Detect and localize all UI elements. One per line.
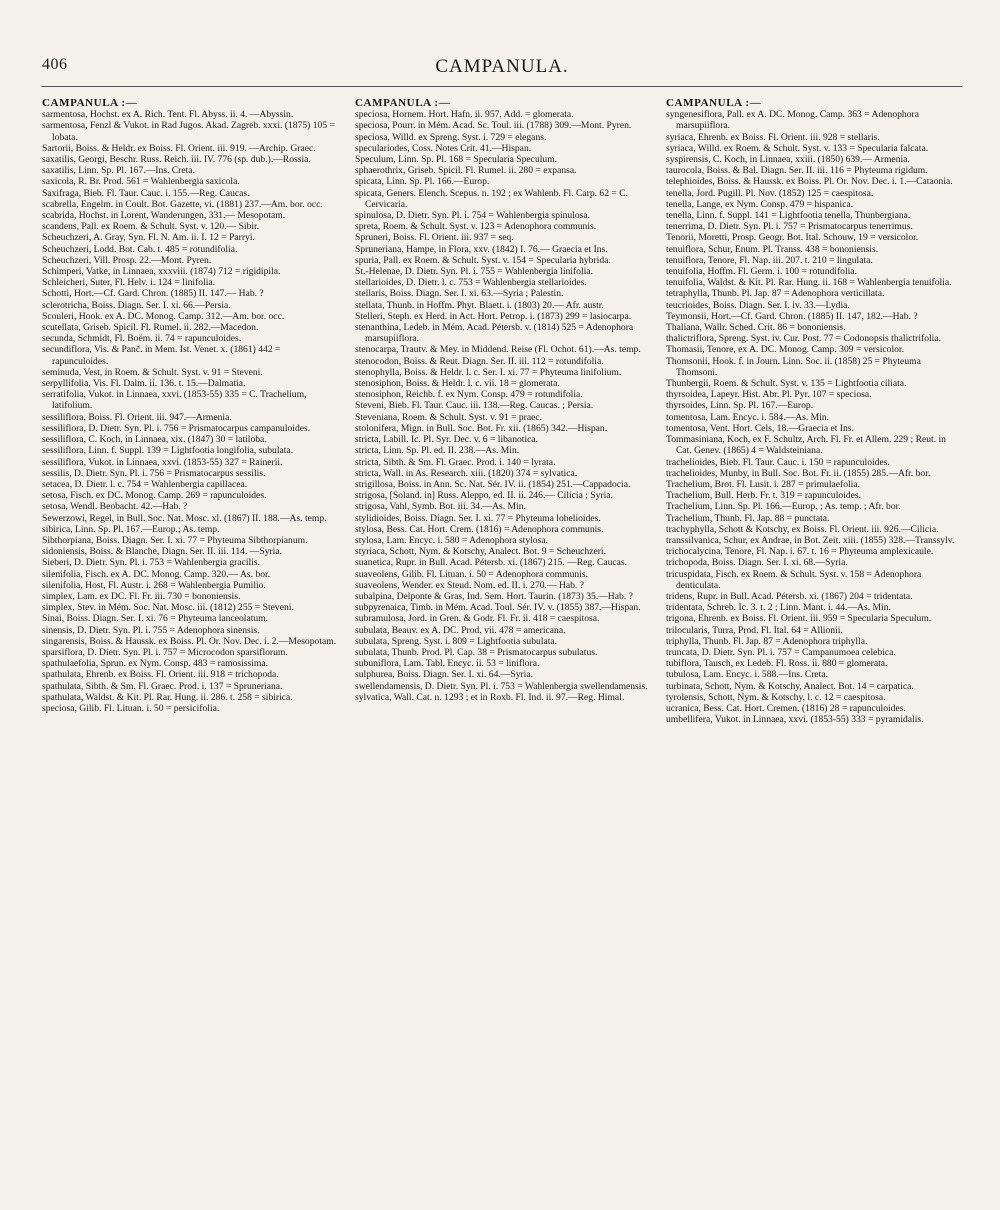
index-entry: sparsiflora, D. Dietr. Syn. Pl. i. 757 = Microcodon sparsiflorum. — [42, 646, 288, 658]
index-entry: Thomasii, Tenore, ex A. DC. Monog. Camp. 309 = versicolor. — [666, 344, 904, 356]
index-entry: sylvatica, Wall. Cat. n. 1293 ; et in Roxb. Fl. Ind. ii. 97.—Reg. Himal. — [355, 691, 625, 703]
index-entry: sibirica, Linn. Sp. Pl. 167.—Europ.; As. temp. — [42, 523, 220, 535]
index-entry: trigona, Ehrenb. ex Boiss. Fl. Orient. iii. 959 = Specularia Speculum. — [666, 613, 932, 625]
index-entry: serpyllifolia, Vis. Fl. Dalm. ii. 136. t. 15.—Dalmatia. — [42, 378, 246, 390]
index-entry: taurocola, Boiss. & Bal. Diagn. Ser. II. iii. 116 = Phyteuma rigidum. — [666, 165, 928, 177]
index-entry: stricta, Wall. in As. Research. xiii. (1820) 374 = sylvatica. — [355, 467, 578, 479]
index-entry: trichocalycina, Tenore, Fl. Nap. i. 67. t. 16 = Phyteuma amplexicaule. — [666, 546, 934, 558]
index-entry: Sibthorpiana, Boiss. Diagn. Ser. I. xi. 77 = Phyteuma Sibthorpianum. — [42, 534, 308, 546]
index-entry: speciosa, Pourr. in Mém. Acad. Sc. Toul. iii. (1788) 309.—Mont. Pyren. — [355, 120, 632, 132]
index-entry: stenocarpa, Trautv. & Mey. in Middend. Reise (Fl. Ochot. 61).—As. temp. — [355, 344, 641, 356]
index-entry: Schimperi, Vatke, in Linnaea, xxxviii. (1874) 712 = rigidipila. — [42, 266, 281, 278]
index-entry: tridentata, Schreb. Ic. 3. t. 2 ; Linn. Mant. i. 44.—As. Min. — [666, 602, 891, 614]
column-heading: CAMPANULA :— — [355, 97, 451, 109]
index-entry: trichopoda, Boiss. Diagn. Ser. I. xi. 68.—Syria. — [666, 557, 848, 569]
index-entry: simplex, Lam. ex DC. Fl. Fr. iii. 730 = bononiensis. — [42, 590, 241, 602]
index-entry: Spruneriana, Hampe, in Flora, xxv. (1842) I. 76.— Graecia et Ins. — [355, 243, 608, 255]
index-entry: Trachelium, Bull. Herb. Fr. t. 319 = rapunculoides. — [666, 490, 862, 502]
index-entry: Trachelium, Linn. Sp. Pl. 166.—Europ. ; As. temp. ; Afr. bor. — [666, 501, 901, 513]
index-entry: secunda, Schmidt, Fl. Boëm. ii. 74 = rapunculoides. — [42, 333, 242, 345]
index-entry: scandens, Pall. ex Roem. & Schult. Syst. v. 120.— Sibir. — [42, 221, 260, 233]
index-entry: Sieberi, D. Dietr. Syn. Pl. i. 753 = Wahlenbergia gracilis. — [42, 557, 260, 569]
index-entry: truncata, D. Dietr. Syn. Pl. i. 757 = Campanumoea celebica. — [666, 646, 896, 658]
index-entry: trachelioides, Munby, in Bull. Soc. Bot. Fr. ii. (1855) 285.—Afr. bor. — [666, 467, 931, 479]
index-entry: tenerrima, D. Dietr. Syn. Pl. i. 757 = Prismatocarpus tenerrimus. — [666, 221, 913, 233]
index-entry: tubiflora, Tausch, ex Ledeb. Fl. Ross. ii. 880 = glomerata. — [666, 658, 888, 670]
index-entry: subulata, Beauv. ex A. DC. Prod. vii. 478 = americana. — [355, 624, 566, 636]
index-entry: setosa, Fisch. ex DC. Monog. Camp. 269 = rapunculoides. — [42, 490, 267, 502]
index-entry: stylidioides, Boiss. Diagn. Ser. I. xi. 77 = Phyteuma lobelioides. — [355, 512, 601, 524]
index-entry: Schotti, Hort.—Cf. Gard. Chron. (1885) II. 147.— Hab. ? — [42, 288, 264, 300]
index-entry: Steveniana, Roem. & Schult. Syst. v. 91 = praec. — [355, 411, 543, 423]
index-entry: strigillosa, Boiss. in Ann. Sc. Nat. Sér. IV. ii. (1854) 251.—Cappadocia. — [355, 478, 631, 490]
index-entry: sinensis, D. Dietr. Syn. Pl. i. 755 = Adenophora sinensis. — [42, 624, 260, 636]
index-entry: tenella, Jord. Pugill. Pl. Nov. (1852) 125 = caespitosa. — [666, 187, 874, 199]
index-entry: turbinata, Schott, Nym. & Kotschy, Analect. Bot. 14 = carpatica. — [666, 680, 914, 692]
column-heading: CAMPANULA :— — [42, 97, 138, 109]
index-entry: saxicola, R. Br. Prod. 561 = Wahlenbergia saxicola. — [42, 176, 240, 188]
index-entry: secundiflora, Vis. & Panč. in Mem. Ist. Venet. x. (1861) 442 = rapunculoides. — [42, 344, 281, 367]
index-entry: Trachelium, Brot. Fl. Lusit. i. 287 = primulaefolia. — [666, 478, 860, 490]
index-entry: St.-Helenae, D. Dietr. Syn. Pl. i. 755 = Wahlenbergia linifolia. — [355, 266, 593, 278]
index-entry: subalpina, Delponte & Gras, Ind. Sem. Hort. Taurin. (1873) 35.—Hab. ? — [355, 590, 633, 602]
index-entry: Schleicheri, Suter, Fl. Helv. i. 124 = linifolia. — [42, 277, 216, 289]
index-entry: tetraphylla, Thunb. Pl. Jap. 87 = Adenophora verticillata. — [666, 288, 885, 300]
index-entry: trachyphylla, Schott & Kotschy, ex Boiss. Fl. Orient. iii. 926.—Cilicia. — [666, 523, 939, 535]
index-entry: syngenesiflora, Pall. ex A. DC. Monog. Camp. 363 = Adenophora marsupiiflora. — [666, 109, 919, 132]
index-entry: sulphurea, Boiss. Diagn. Ser. I. xi. 64.—Syria. — [355, 669, 534, 681]
index-entry: styriaca, Schott, Nym. & Kotschy, Analect. Bot. 9 = Scheuchzeri. — [355, 546, 606, 558]
index-entry: silenifolia, Fisch. ex A. DC. Monog. Camp. 320.— As. bor. — [42, 568, 271, 580]
index-entry: speciosa, Willd. ex Spreng. Syst. i. 729 = elegans. — [355, 131, 547, 143]
index-entry: stricta, Linn. Sp. Pl. ed. II. 238.—As. Min. — [355, 445, 520, 457]
index-entry: stellarioides, D. Dietr. l. c. 753 = Wahlenbergia stellarioides. — [355, 277, 587, 289]
index-entry: setacea, D. Dietr. l. c. 754 = Wahlenbergia capillacea. — [42, 478, 248, 490]
running-head — [42, 56, 962, 82]
index-entry: Steveni, Bieb. Fl. Taur. Cauc. iii. 138.—Reg. Caucas. ; Persia. — [355, 400, 594, 412]
index-entry: saxatilis, Linn. Sp. Pl. 167.—Ins. Creta. — [42, 165, 195, 177]
index-entry: tenella, Lange, ex Nym. Consp. 479 = hispanica. — [666, 198, 854, 210]
index-entry: strigosa, [Soland. in] Russ. Aleppo, ed. II. ii. 246.— Cilicia ; Syria. — [355, 490, 613, 502]
index-entry: Scheuchzeri, Lodd. Bot. Cab. t. 485 = rotundifolia. — [42, 243, 238, 255]
index-entry: Stelleri, Steph. ex Herd. in Act. Hort. Petrop. i. (1873) 299 = lasiocarpa. — [355, 310, 632, 322]
index-entry: trachelioides, Bieb. Fl. Taur. Cauc. i. 150 = rapunculoides. — [666, 456, 890, 468]
index-entry: trilocularis, Turra, Prod. Fl. Ital. 64 = Allionii. — [666, 624, 843, 636]
index-entry: sarmentosa, Fenzl & Vukot. in Rad Jugos. Akad. Zagreb. xxxi. (1875) 105 = lobata. — [42, 120, 335, 143]
page-title: CAMPANULA. — [435, 56, 569, 77]
index-entry: sidoniensis, Boiss. & Blanche, Diagn. Ser. II. iii. 114. —Syria. — [42, 546, 283, 558]
index-entry: tridens, Rupr. in Bull. Acad. Pétersb. xi. (1867) 204 = tridentata. — [666, 590, 913, 602]
index-entry: stylosa, Bess. Cat. Hort. Crem. (1816) = Adenophora communis. — [355, 523, 604, 535]
index-entry: tyrolensis, Schott, Nym. & Kotschy, l. c. 12 = caespitosa. — [666, 691, 886, 703]
index-entry: thyrsoidea, Lapeyr. Hist. Abr. Pl. Pyr. 107 = speciosa. — [666, 389, 872, 401]
index-entry: sclerotricha, Boiss. Diagn. Ser. I. xi. 66.—Persia. — [42, 299, 231, 311]
index-entry: subramulosa, Jord. in Gren. & Godr. Fl. Fr. ii. 418 = caespitosa. — [355, 613, 600, 625]
index-entry: spathulata, Waldst. & Kit. Pl. Rar. Hung. ii. 286. t. 258 = sibirica. — [42, 691, 293, 703]
index-entry: simplex, Stev. in Mém. Soc. Nat. Mosc. iii. (1812) 255 = Steveni. — [42, 602, 294, 614]
index-entry: Tenorii, Moretti, Prosp. Geogr. Bot. Ital. Schouw, 19 = versicolor. — [666, 232, 919, 244]
index-entry: sessiliflora, C. Koch, in Linnaea, xix. (1847) 30 = latiloba. — [42, 434, 267, 446]
index-entry: setosa, Wendl. Beobacht. 42.—Hab. ? — [42, 501, 188, 513]
index-entry: Scheuchzeri, A. Gray, Syn. Fl. N. Am. ii. I. 12 = Parryi. — [42, 232, 255, 244]
index-entry: spicata, Geners. Elench. Scepus. n. 192 ; ex Wahlenb. Fl. Carp. 62 = C. Cervicaria. — [355, 187, 629, 210]
index-entry: Sartorii, Boiss. & Heldr. ex Boiss. Fl. Orient. iii. 919. —Archip. Graec. — [42, 142, 316, 154]
index-entry: Thaliana, Wallr. Sched. Crit. 86 = bononiensis. — [666, 322, 846, 334]
index-entry: subuniflora, Lam. Tabl. Encyc. ii. 53 = liniflora. — [355, 658, 540, 670]
index-entry: scabrella, Engelm. in Coult. Bot. Gazette, vi. (1881) 237.—Am. bor. occ. — [42, 198, 323, 210]
index-entry: Thunbergii, Roem. & Schult. Syst. v. 135 = Lightfootia ciliata. — [666, 378, 907, 390]
index-entry: tubulosa, Lam. Encyc. i. 588.—Ins. Creta. — [666, 669, 828, 681]
column-2 — [355, 98, 651, 703]
index-entry: syriaca, Ehrenb. ex Boiss. Fl. Orient. iii. 928 = stellaris. — [666, 131, 880, 143]
index-entry: stricta, Sibth. & Sm. Fl. Graec. Prod. i. 140 = lyrata. — [355, 456, 556, 468]
index-entry: tomentosa, Lam. Encyc. i. 584.—As. Min. — [666, 411, 830, 423]
index-entry: thyrsoides, Linn. Sp. Pl. 167.—Europ. — [666, 400, 814, 412]
index-entry: suaveolens, Wender. ex Steud. Nom. ed. II. i. 270.— Hab. ? — [355, 579, 584, 591]
index-entry: Scheuchzeri, Vill. Prosp. 22.—Mont. Pyren. — [42, 254, 212, 266]
index-entry: stricta, Labill. Ic. Pl. Syr. Dec. v. 6 = libanotica. — [355, 434, 539, 446]
column-heading: CAMPANULA :— — [666, 97, 762, 109]
index-entry: scabrida, Hochst. in Lorent, Wanderungen, 331.— Mesopotam. — [42, 210, 286, 222]
index-entry: stenanthina, Ledeb. in Mém. Acad. Pétersb. v. (1814) 525 = Adenophora marsupiiflora. — [355, 322, 634, 345]
index-entry: stenocodon, Boiss. & Reut. Diagn. Ser. II. iii. 112 = rotundifolia. — [355, 355, 604, 367]
index-entry: Tommasiniana, Koch, ex F. Schultz, Arch. Fl. Fr. et Allem. 229 ; Reut. in Cat. Genev. (1865) 4 = Waldsteiniana. — [666, 434, 946, 457]
index-entry: singarensis, Boiss. & Haussk. ex Boiss. Pl. Or. Nov. Dec. i. 2.—Mesopotam. — [42, 635, 337, 647]
index-entry: umbellifera, Vukot. in Linnaea, xxvi. (1853-55) 333 = pyramidalis. — [666, 714, 924, 726]
index-entry: tomentosa, Vent. Hort. Cels, 18.—Graecia et Ins. — [666, 422, 854, 434]
index-entry: Teymonsii, Hort.—Cf. Gard. Chron. (1885) II. 147, 182.—Hab. ? — [666, 310, 918, 322]
index-entry: telephioides, Boiss. & Haussk. ex Boiss. Pl. Or. Nov. Dec. i. 1.—Cataonia. — [666, 176, 953, 188]
index-entry: tricuspidata, Fisch. ex Roem. & Schult. Syst. v. 158 = Adenophora denticulata. — [666, 568, 922, 591]
index-entry: spathulaefolia, Sprun. ex Nym. Consp. 483 = ramosissima. — [42, 658, 269, 670]
index-entry: Trachelium, Thunb. Fl. Jap. 88 = punctata. — [666, 512, 830, 524]
index-entry: spinulosa, D. Dietr. Syn. Pl. i. 754 = Wahlenbergia spinulosa. — [355, 210, 591, 222]
index-entry: subulata, Spreng. Syst. i. 809 = Lightfootia subulata. — [355, 635, 558, 647]
index-entry: speciosa, Gilib. Fl. Lituan. i. 50 = persicifolia. — [42, 702, 220, 714]
index-entry: Thomsonii, Hook. f. in Journ. Linn. Soc. ii. (1858) 25 = Phyteuma Thomsoni. — [666, 355, 921, 378]
index-entry: Scouleri, Hook. ex A. DC. Monog. Camp. 312.—Am. bor. occ. — [42, 310, 285, 322]
index-entry: stenosiphon, Reichb. f. ex Nym. Consp. 479 = rotundifolia. — [355, 389, 583, 401]
index-entry: transsilvanica, Schur, ex Andrae, in Bot. Zeit. xiii. (1855) 328.—Transsylv. — [666, 534, 955, 546]
index-entry: tenuifolia, Waldst. & Kit. Pl. Rar. Hung. ii. 168 = Wahlenbergia tenuifolia. — [666, 277, 952, 289]
index-entry: stellata, Thunb. in Hoffm. Phyt. Blaett. i. (1803) 20.— Afr. austr. — [355, 299, 604, 311]
index-entry: stenophylla, Boiss. & Heldr. l. c. Ser. I. xi. 77 = Phyteuma linifolium. — [355, 366, 622, 378]
index-entry: ucranica, Bess. Cat. Hort. Cremen. (1816) 28 = rapunculoides. — [666, 702, 906, 714]
index-entry: tenella, Linn. f. Suppl. 141 = Lightfootia tenella, Thunbergiana. — [666, 210, 911, 222]
index-entry: syspirensis, C. Koch, in Linnaea, xxiii. (1850) 639.— Armenia. — [666, 154, 910, 166]
header-rule — [42, 86, 962, 87]
index-entry: Sewerzowi, Regel, in Bull. Soc. Nat. Mosc. xl. (1867) II. 188.—As. temp. — [42, 512, 327, 524]
index-entry: stenosiphon, Boiss. & Heldr. l. c. vii. 18 = glomerata. — [355, 378, 560, 390]
index-entry: Spruneri, Boiss. Fl. Orient. iii. 937 = seq. — [355, 232, 514, 244]
index-entry: swellendamensis, D. Dietr. Syn. Pl. i. 753 = Wahlenbergia swellendamensis. — [355, 680, 648, 692]
page-number: 406 — [42, 56, 68, 73]
index-entry: stellaris, Boiss. Diagn. Ser. I. xi. 63.—Syria ; Palestin. — [355, 288, 564, 300]
index-entry: Speculum, Linn. Sp. Pl. 168 = Specularia Speculum. — [355, 154, 558, 166]
index-entry: tenuifolia, Hoffm. Fl. Germ. i. 100 = rotundifolia. — [666, 266, 857, 278]
index-entry: subpyrenaica, Timb. in Mém. Acad. Toul. Sér. IV. v. (1855) 387.—Hispan. — [355, 602, 641, 614]
index-entry: sessiliflora, D. Dietr. Syn. Pl. i. 756 = Prismatocarpus campanuloides. — [42, 422, 311, 434]
index-entry: suanetica, Rupr. in Bull. Acad. Pétersb. xi. (1867) 215. —Reg. Caucas. — [355, 557, 628, 569]
column-3 — [666, 98, 962, 725]
index-entry: stolonifera, Mign. in Bull. Soc. Bot. Fr. xii. (1865) 342.—Hispan. — [355, 422, 608, 434]
index-entry: sarmentosa, Hochst. ex A. Rich. Tent. Fl. Abyss. ii. 4. —Abyssin. — [42, 109, 294, 121]
index-entry: spathulata, Ehrenb. ex Boiss. Fl. Orient. iii. 918 = trichopoda. — [42, 669, 279, 681]
index-entry: tenuiflora, Tenore, Fl. Nap. iii. 207. t. 210 = lingulata. — [666, 254, 873, 266]
index-entry: suaveolens, Gilib. Fl. Lituan. i. 50 = Adenophora communis. — [355, 568, 588, 580]
column-1 — [42, 98, 338, 714]
index-entry: speculariodes, Coss. Notes Crit. 41.—Hispan. — [355, 142, 532, 154]
index-entry: teucrioides, Boiss. Diagn. Ser. I. iv. 33.—Lydia. — [666, 299, 850, 311]
index-entry: sessiliflora, Linn. f. Suppl. 139 = Lightfootia longifolia, subulata. — [42, 445, 294, 457]
index-entry: syriaca, Willd. ex Roem. & Schult. Syst. v. 133 = Specularia falcata. — [666, 142, 929, 154]
index-entry: spathulata, Sibth. & Sm. Fl. Graec. Prod. i. 137 = Spruneriana. — [42, 680, 283, 692]
index-entry: spuria, Pall. ex Roem. & Schult. Syst. v. 154 = Specularia hybrida. — [355, 254, 611, 266]
index-entry: speciosa, Hornem. Hort. Hafn. ii. 957, Add. = glomerata. — [355, 109, 574, 121]
index-entry: spicata, Linn. Sp. Pl. 166.—Europ. — [355, 176, 490, 188]
index-entry: stylosa, Lam. Encyc. i. 580 = Adenophora stylosa. — [355, 534, 548, 546]
index-entry: seminuda, Vest, in Roem. & Schult. Syst. v. 91 = Steveni. — [42, 366, 263, 378]
index-entry: strigosa, Vahl, Symb. Bot. iii. 34.—As. Min. — [355, 501, 526, 513]
index-entry: triphylla, Thunb. Fl. Jap. 87 = Adenophora triphylla. — [666, 635, 868, 647]
index-entry: silenifolia, Host, Fl. Austr. i. 268 = Wahlenbergia Pumilio. — [42, 579, 266, 591]
index-entry: thalictriflora, Spreng. Syst. iv. Cur. Post. 77 = Codonopsis thalictrifolia. — [666, 333, 941, 345]
index-entry: serratifolia, Vukot. in Linnaea, xxvi. (1853-55) 335 = C. Trachelium, latifolium. — [42, 389, 307, 412]
index-entry: subulata, Thunb. Prod. Pl. Cap. 38 = Prismatocarpus subulatus. — [355, 646, 598, 658]
index-entry: spreta, Roem. & Schult. Syst. v. 123 = Adenophora communis. — [355, 221, 597, 233]
index-entry: Saxifraga, Bieb. Fl. Taur. Cauc. i. 155.—Reg. Caucas. — [42, 187, 250, 199]
index-entry: scutellata, Griseb. Spicil. Fl. Rumel. ii. 282.—Macedon. — [42, 322, 259, 334]
index-entry: sessilis, D. Dietr. Syn. Pl. i. 756 = Prismatocarpus sessilis. — [42, 467, 266, 479]
index-entry: sphaerothrix, Griseb. Spicil. Fl. Rumel. ii. 280 = expansa. — [355, 165, 577, 177]
index-entry: Sinai, Boiss. Diagn. Ser. I. xi. 76 = Phyteuma lanceolatum. — [42, 613, 269, 625]
index-entry: tenuiflora, Schur, Enum. Pl. Transs. 438 = bononiensis. — [666, 243, 879, 255]
index-entry: sessiliflora, Vukot. in Linnaea, xxvi. (1853-55) 327 = Rainerii. — [42, 456, 283, 468]
index-entry: saxatilis, Georgi, Beschr. Russ. Reich. iii. IV. 776 (sp. dub.).—Rossia. — [42, 154, 311, 166]
index-entry: sessiliflora, Boiss. Fl. Orient. iii. 947.—Armenia. — [42, 411, 232, 423]
